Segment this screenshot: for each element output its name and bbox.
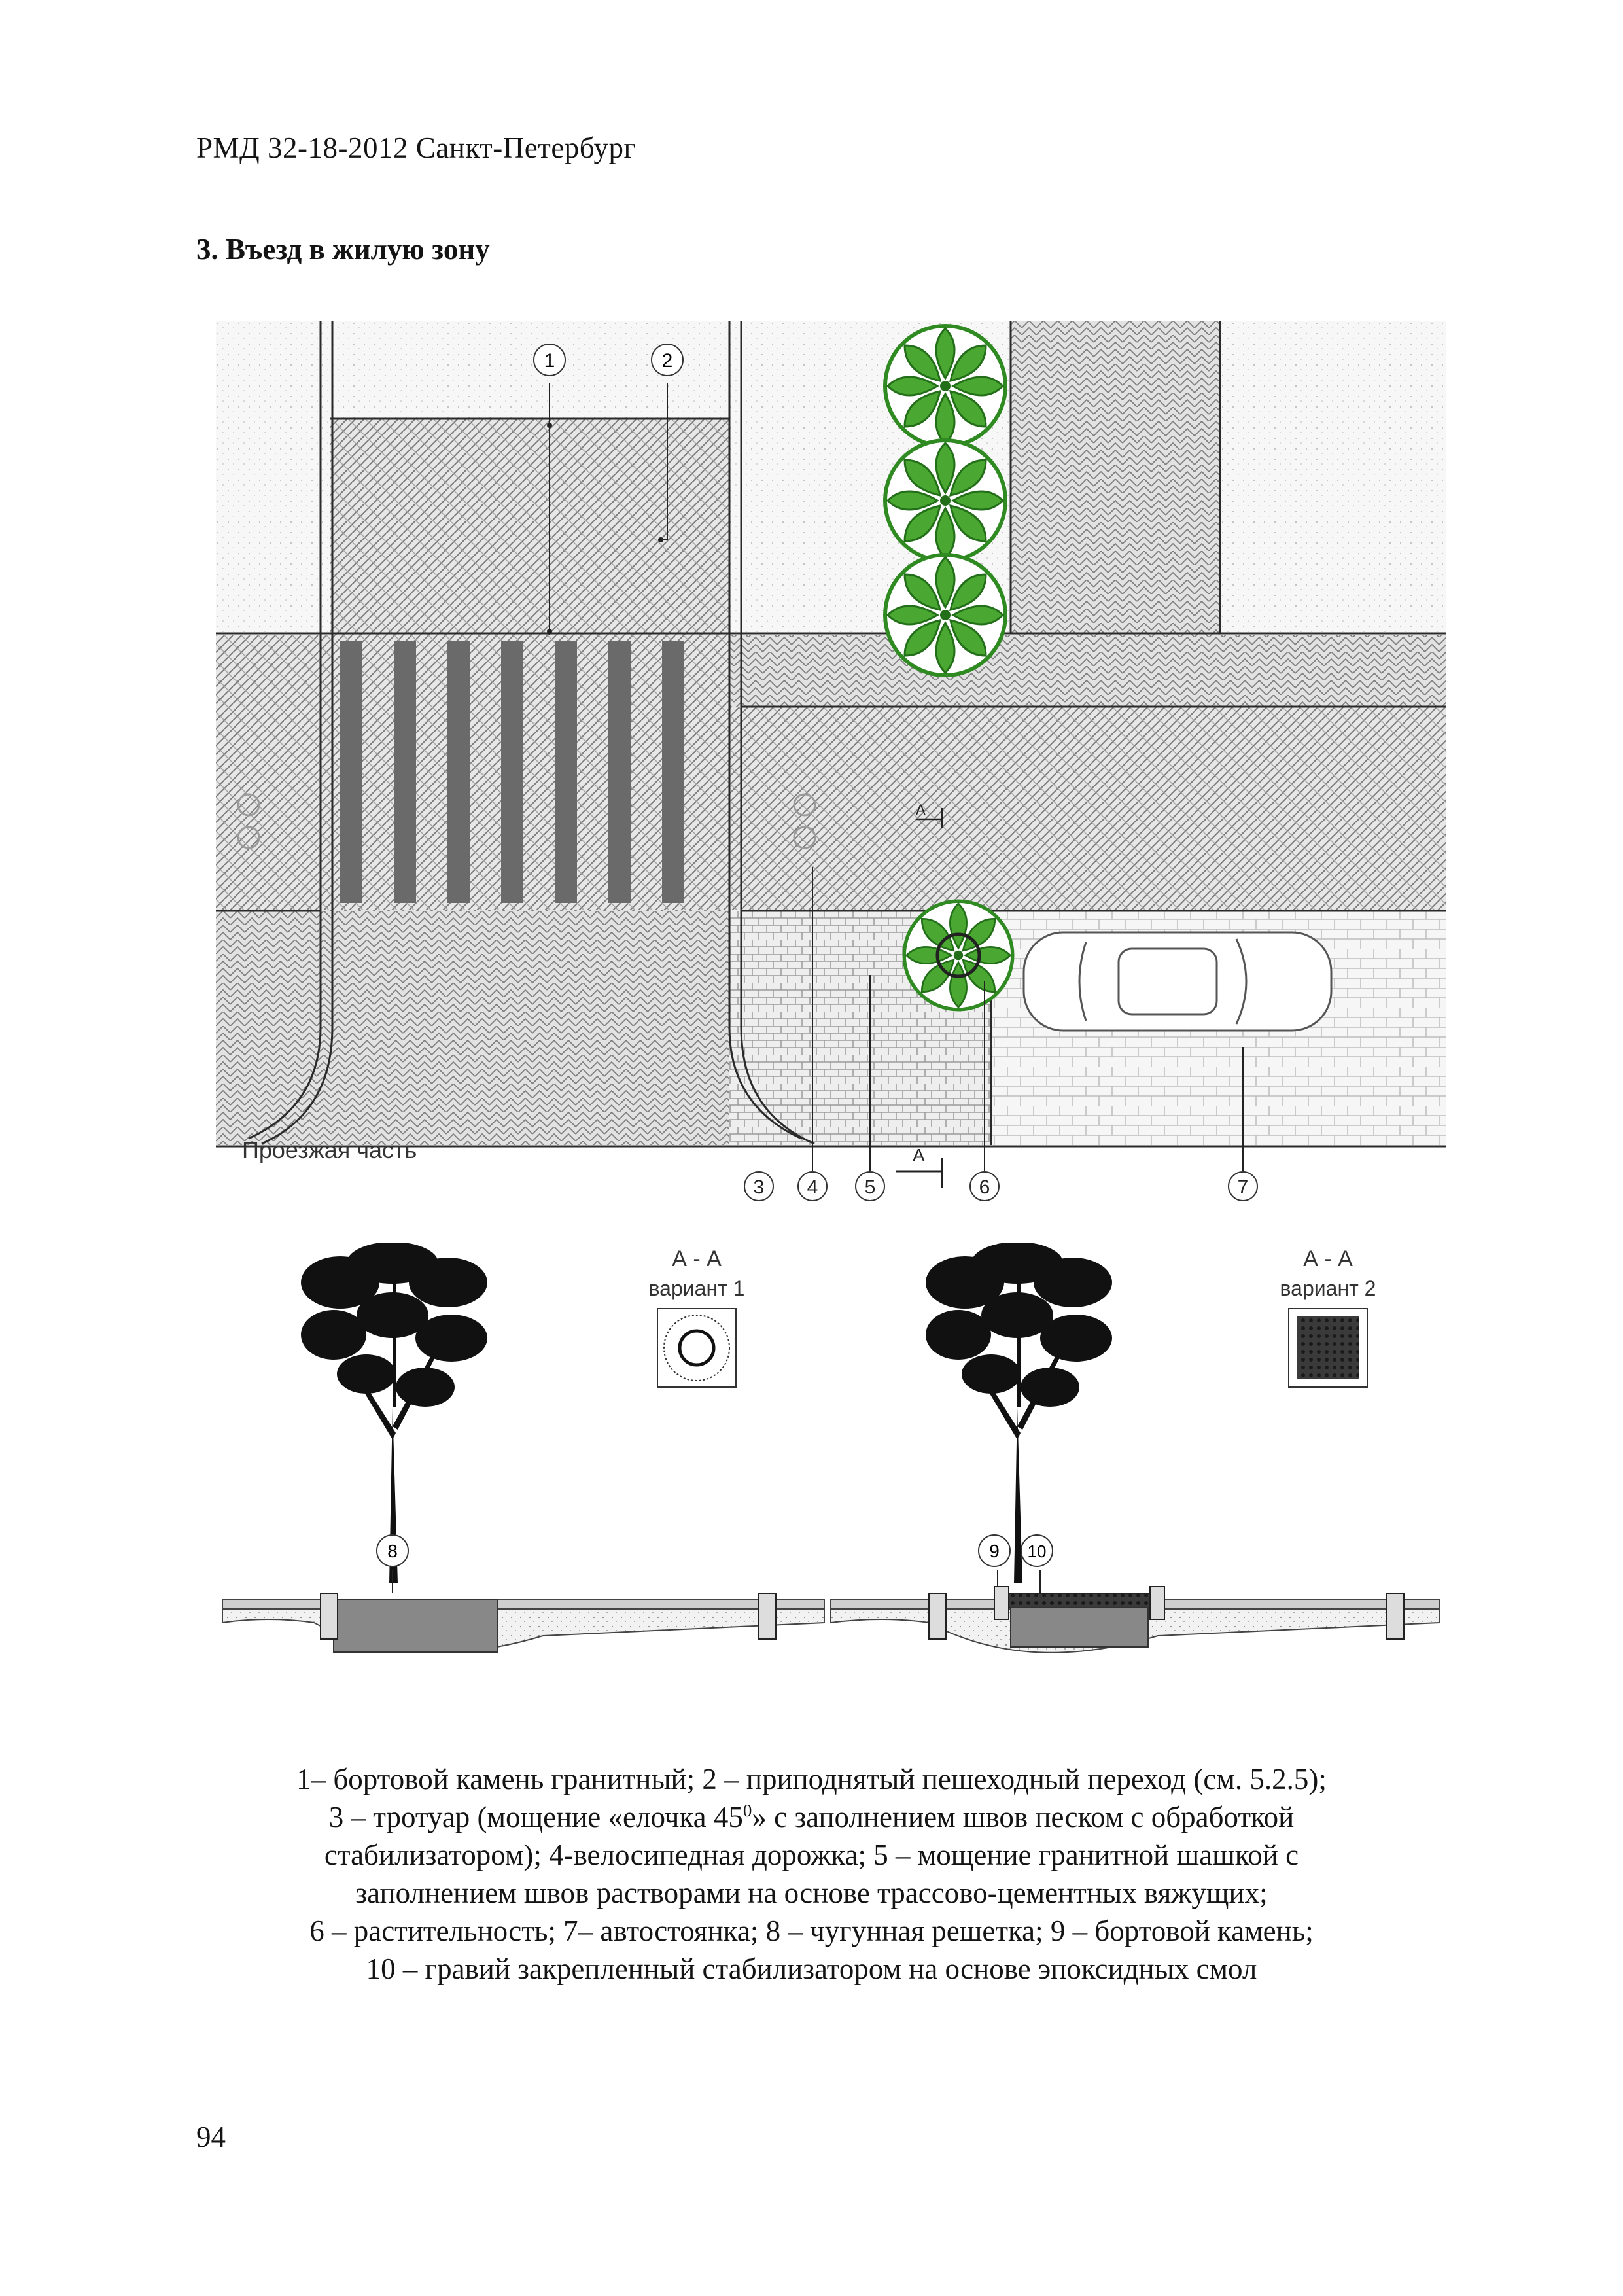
page-number: 94 bbox=[196, 2121, 226, 2153]
tree-icon bbox=[301, 1242, 487, 1583]
legend-line: стабилизатором); 4-велосипедная дорожка; 5 – мощение гранитной шашкой с bbox=[324, 1839, 1299, 1871]
legend-line: 10 – гравий закрепленный стабилизатором на основе эпоксидных смол bbox=[366, 1952, 1257, 1985]
tree-icon bbox=[885, 326, 1005, 446]
svg-text:4: 4 bbox=[807, 1176, 818, 1198]
svg-text:9: 9 bbox=[989, 1541, 1000, 1561]
svg-text:1: 1 bbox=[544, 350, 555, 372]
variant1-subtitle: вариант 1 bbox=[648, 1277, 745, 1300]
tree-icon bbox=[904, 901, 1013, 1010]
tree-icon bbox=[926, 1242, 1112, 1583]
roadway-label: Проезжая часть bbox=[242, 1137, 417, 1163]
page-header: РМД 32-18-2012 Санкт-Петербург bbox=[196, 132, 637, 164]
svg-text:2: 2 bbox=[661, 350, 673, 372]
svg-text:7: 7 bbox=[1237, 1176, 1249, 1198]
svg-text:10: 10 bbox=[1027, 1542, 1047, 1561]
site-plan-drawing bbox=[216, 321, 1446, 1210]
legend bbox=[196, 1760, 1427, 1988]
svg-text:3: 3 bbox=[753, 1176, 765, 1198]
svg-text:А: А bbox=[913, 1145, 925, 1165]
car-icon bbox=[1024, 932, 1331, 1031]
svg-text:6: 6 bbox=[979, 1176, 990, 1198]
legend-line: 1– бортовой камень гранитный; 2 – приподнятый пешеходный переход (см. 5.2.5); bbox=[296, 1763, 1327, 1795]
tree-icon bbox=[885, 440, 1005, 561]
legend-line: заполнением швов растворами на основе трассово-цементных вяжущих; bbox=[355, 1877, 1268, 1909]
section-variant-2 bbox=[831, 1242, 1439, 1653]
variant2-subtitle: вариант 2 bbox=[1280, 1277, 1376, 1300]
svg-text:8: 8 bbox=[387, 1541, 398, 1561]
section-title: 3. Въезд в жилую зону bbox=[196, 233, 490, 266]
legend-line: 6 – растительность; 7– автостоянка; 8 – чугунная решетка; 9 – бортовой камень; bbox=[309, 1915, 1314, 1947]
variant1-title: А - А bbox=[672, 1246, 722, 1271]
legend-line: 3 – тротуар (мощение «елочка $45^0$» с заполнением швов песком с обработкой bbox=[328, 1801, 1295, 1833]
cross-sections-drawing bbox=[216, 1230, 1446, 1734]
section-variant-1 bbox=[222, 1242, 824, 1653]
svg-text:5: 5 bbox=[864, 1176, 876, 1198]
tree-icon bbox=[885, 555, 1005, 675]
variant2-title: А - А bbox=[1303, 1246, 1353, 1271]
svg-text:А: А bbox=[916, 802, 926, 818]
